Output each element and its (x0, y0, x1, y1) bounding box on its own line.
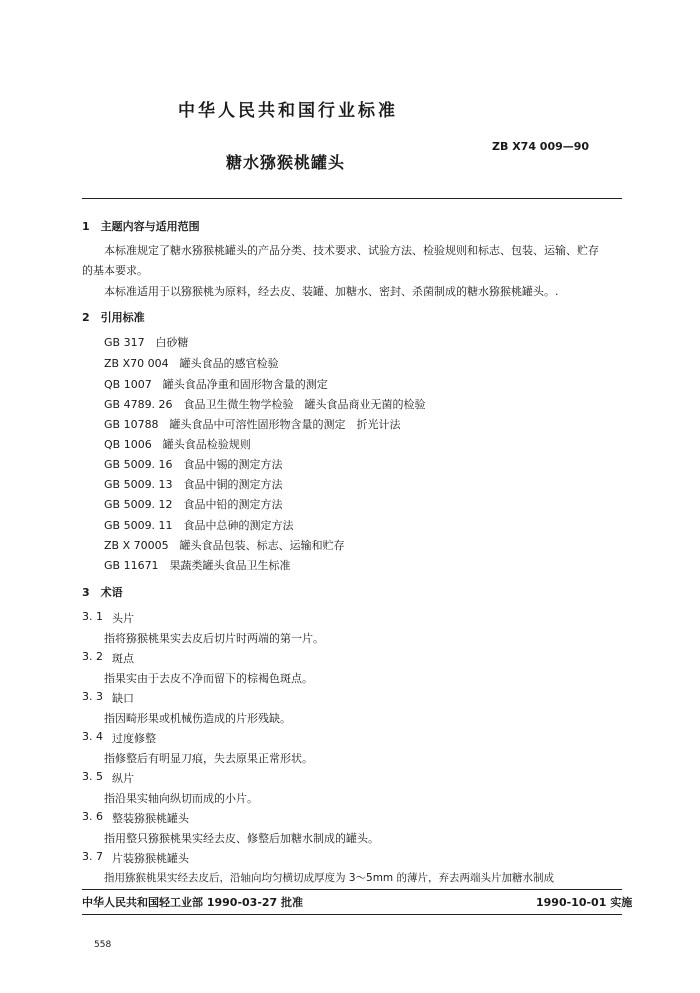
reference-item: QB 1007 罐头食品净重和固形物含量的测定 (104, 378, 328, 391)
reference-item: GB 5009. 13 食品中铜的测定方法 (104, 478, 283, 491)
term-definition: 指用猕猴桃果实经去皮后，沿轴向均匀横切成厚度为 3～5mm 的薄片，弃去两端头片加糖水制成 (104, 872, 554, 884)
term-number: 3. 3 (82, 690, 103, 703)
reference-item: GB 317 白砂糖 (104, 336, 189, 349)
term-number: 3. 7 (82, 850, 103, 863)
reference-item: GB 4789. 26 食品卫生微生物学检验 罐头食品商业无菌的检验 (104, 398, 426, 411)
reference-item: GB 5009. 12 食品中铅的测定方法 (104, 498, 283, 511)
header-rule (82, 198, 622, 199)
term-name: 过度修整 (112, 732, 156, 745)
term-definition: 指用整只猕猴桃果实经去皮、修整后加糖水制成的罐头。 (104, 832, 379, 845)
section3-heading: 3 术语 (82, 586, 123, 599)
term-definition: 指将猕猴桃果实去皮后切片时两端的第一片。 (104, 632, 324, 645)
term-name: 纵片 (112, 772, 134, 785)
term-number: 3. 4 (82, 730, 103, 743)
footer-rule-top (82, 889, 622, 890)
section1-para2: 本标准适用于以猕猴桃为原料，经去皮、装罐、加糖水、密封、杀菌制成的糖水猕猴桃罐头。. (104, 285, 559, 298)
reference-item: GB 5009. 16 食品中锡的测定方法 (104, 458, 283, 471)
term-definition: 指修整后有明显刀痕，失去原果正常形状。 (104, 752, 313, 765)
term-number: 3. 6 (82, 810, 103, 823)
term-number: 3. 5 (82, 770, 103, 783)
page-number: 558 (94, 940, 112, 950)
reference-item: GB 11671 果蔬类罐头食品卫生标准 (104, 559, 291, 572)
approval-line: 中华人民共和国轻工业部 1990-03-27 批准 (82, 896, 304, 909)
section1-heading: 1 主题内容与适用范围 (82, 220, 200, 233)
term-definition: 指果实由于去皮不净而留下的棕褐色斑点。 (104, 672, 313, 685)
effective-date: 1990-10-01 实施 (536, 896, 633, 909)
section1-para1-line1: 本标准规定了糖水猕猴桃罐头的产品分类、技术要求、试验方法、检验规则和标志、包装、运输、贮存 (104, 244, 599, 257)
term-name: 缺口 (112, 692, 134, 705)
section1-para1-line2: 的基本要求。 (82, 264, 148, 277)
term-number: 3. 2 (82, 650, 103, 663)
reference-item: QB 1006 罐头食品检验规则 (104, 438, 251, 451)
term-name: 片装猕猴桃罐头 (112, 852, 189, 865)
reference-item: ZB X 70005 罐头食品包装、标志、运输和贮存 (104, 539, 345, 552)
section2-heading: 2 引用标准 (82, 311, 145, 324)
reference-item: GB 10788 罐头食品中可溶性固形物含量的测定 折光计法 (104, 418, 401, 431)
standard-code: ZB X74 009—90 (492, 140, 590, 153)
term-definition: 指因畸形果或机械伤造成的片形残缺。 (104, 712, 291, 725)
term-name: 整装猕猴桃罐头 (112, 812, 189, 825)
document-title: 糖水猕猴桃罐头 (226, 153, 346, 172)
term-name: 斑点 (112, 652, 134, 665)
issuing-agency: 中华人民共和国行业标准 (178, 101, 398, 121)
reference-item: GB 5009. 11 食品中总砷的测定方法 (104, 519, 294, 532)
footer-rule-bottom (82, 914, 622, 915)
term-definition: 指沿果实轴向纵切而成的小片。 (104, 792, 258, 805)
term-number: 3. 1 (82, 610, 103, 623)
term-name: 头片 (112, 612, 134, 625)
reference-item: ZB X70 004 罐头食品的感官检验 (104, 357, 279, 370)
